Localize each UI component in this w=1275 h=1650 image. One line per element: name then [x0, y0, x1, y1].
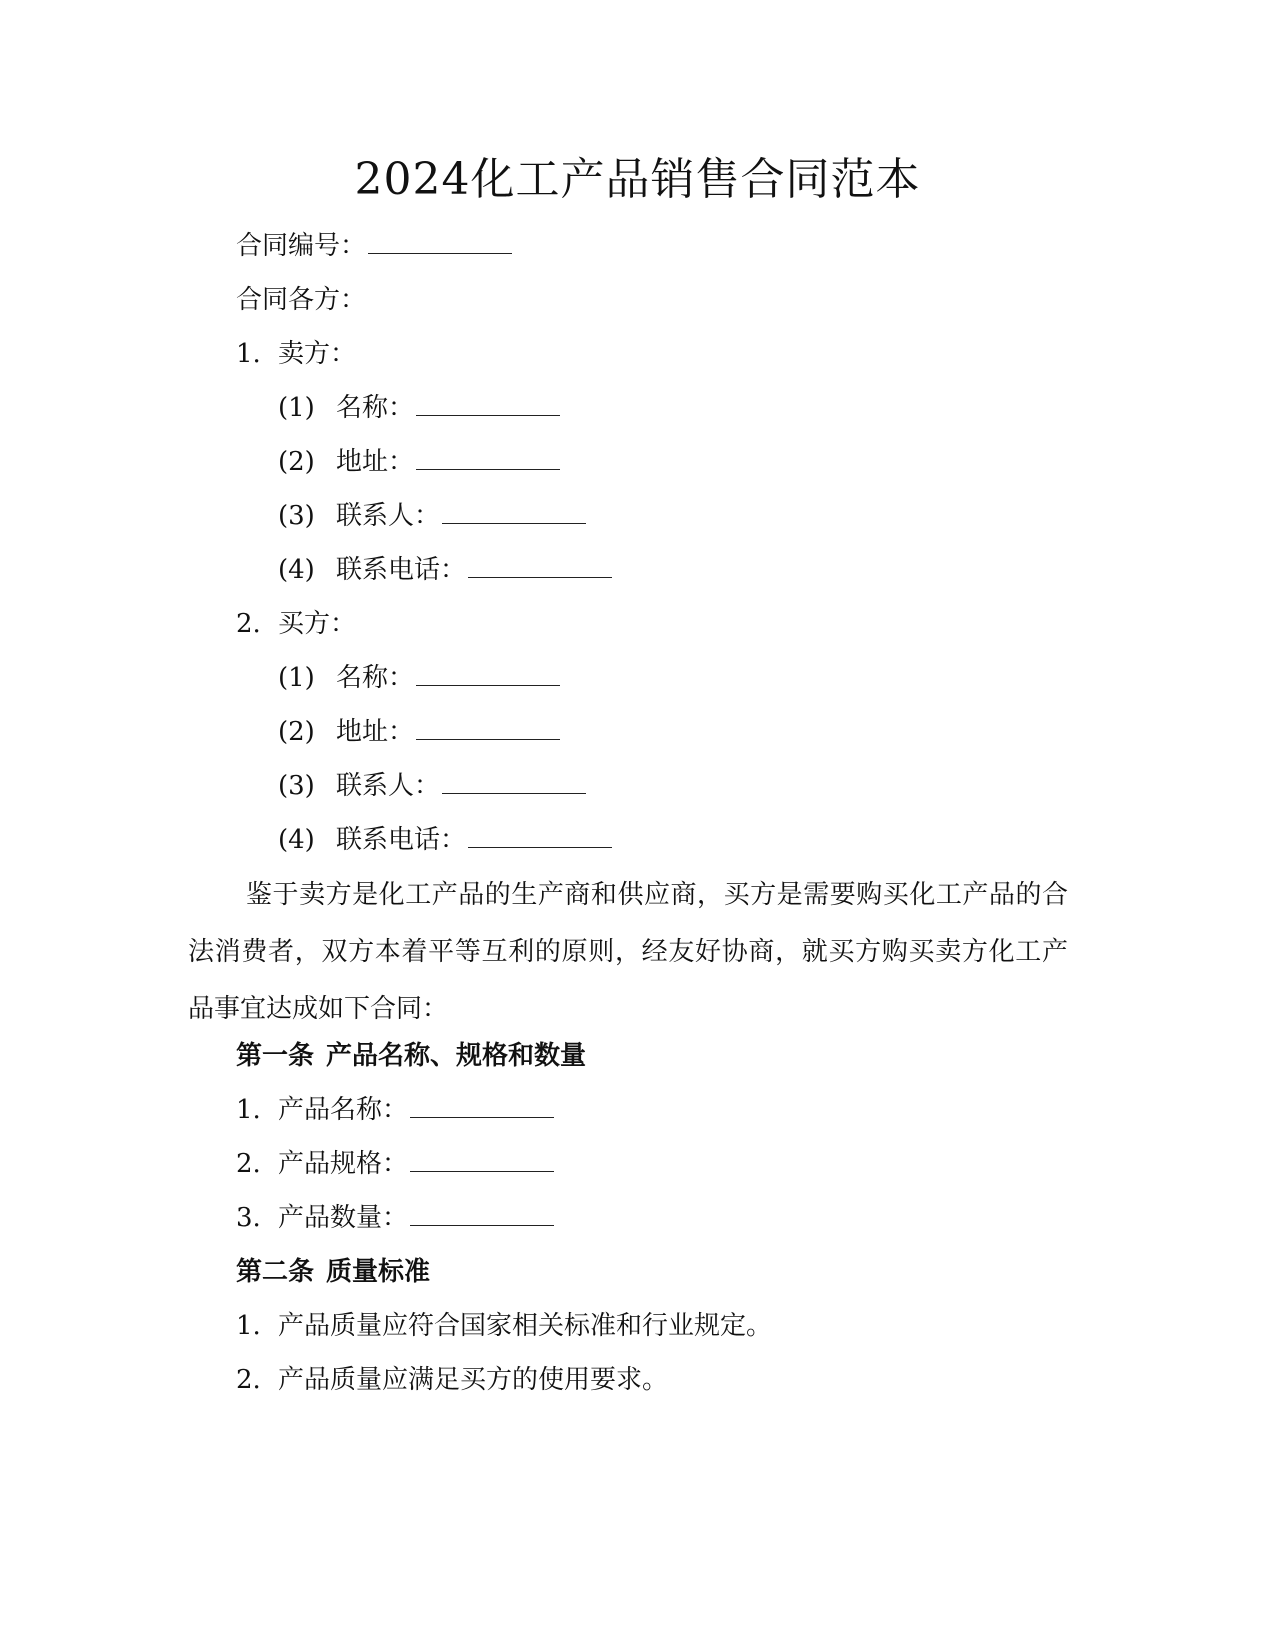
- product-name-blank[interactable]: [410, 1093, 554, 1118]
- field-label: 联系电话：: [336, 825, 467, 855]
- item-text: 产品质量应符合国家相关标准和行业规定。: [278, 1311, 773, 1341]
- document-title: 2024化工产品销售合同范本: [354, 154, 921, 205]
- buyer-label: 买方：: [278, 609, 357, 639]
- field-label: 联系人：: [336, 771, 441, 801]
- field-number: (3): [278, 501, 315, 531]
- field-label: 名称：: [336, 393, 415, 423]
- item-number: 1.: [236, 1095, 261, 1125]
- item-number: 2.: [236, 1365, 261, 1395]
- seller-phone-line: [278, 552, 612, 588]
- buyer-address-blank[interactable]: [416, 715, 560, 740]
- field-number: (4): [278, 555, 315, 585]
- seller-phone-blank[interactable]: [468, 553, 612, 578]
- item-label: 产品名称：: [278, 1095, 409, 1125]
- product-quantity-line: [236, 1200, 554, 1236]
- preamble-paragraph: 鉴于卖方是化工产品的生产商和供应商，买方是需要购买化工产品的合法消费者，双方本着平等互利的原则，经友好协商，就买方购买卖方化工产品事宜达成如下合同：: [188, 880, 1068, 1024]
- seller-address-blank[interactable]: [416, 445, 560, 470]
- seller-label: 卖方：: [278, 339, 357, 369]
- field-number: (1): [278, 663, 315, 693]
- buyer-name-line: [278, 660, 560, 696]
- product-spec-blank[interactable]: [410, 1147, 554, 1172]
- article-1-label: 第一条: [236, 1041, 315, 1071]
- buyer-phone-line: [278, 822, 612, 858]
- product-spec-line: [236, 1146, 554, 1182]
- quality-item-1: [236, 1308, 772, 1344]
- field-label: 名称：: [336, 663, 415, 693]
- article-1-title: 产品名称、规格和数量: [326, 1041, 587, 1071]
- field-number: (1): [278, 393, 315, 423]
- product-quantity-blank[interactable]: [410, 1201, 554, 1226]
- seller-address-line: [278, 444, 560, 480]
- seller-name-line: [278, 390, 560, 426]
- article-2-title: 质量标准: [326, 1257, 431, 1287]
- field-label: 联系人：: [336, 501, 441, 531]
- article-2-heading: [236, 1254, 430, 1290]
- article-2-label: 第二条: [236, 1257, 315, 1287]
- buyer-number: 2.: [236, 609, 261, 639]
- field-label: 地址：: [336, 717, 415, 747]
- quality-item-2: [236, 1362, 668, 1398]
- contract-number-blank[interactable]: [368, 229, 512, 254]
- contract-number-label: 合同编号：: [236, 231, 367, 261]
- field-label: 联系电话：: [336, 555, 467, 585]
- seller-contact-line: [278, 498, 586, 534]
- field-label: 地址：: [336, 447, 415, 477]
- parties-label: 合同各方：: [236, 285, 367, 315]
- contract-number-line: [236, 228, 512, 264]
- buyer-contact-blank[interactable]: [442, 769, 586, 794]
- seller-number: 1.: [236, 339, 261, 369]
- seller-heading: [236, 336, 356, 372]
- seller-name-blank[interactable]: [416, 391, 560, 416]
- item-label: 产品数量：: [278, 1203, 409, 1233]
- seller-contact-blank[interactable]: [442, 499, 586, 524]
- item-label: 产品规格：: [278, 1149, 409, 1179]
- item-text: 产品质量应满足买方的使用要求。: [278, 1365, 669, 1395]
- field-number: (3): [278, 771, 315, 801]
- buyer-phone-blank[interactable]: [468, 823, 612, 848]
- buyer-address-line: [278, 714, 560, 750]
- item-number: 1.: [236, 1311, 261, 1341]
- item-number: 2.: [236, 1149, 261, 1179]
- buyer-heading: [236, 606, 356, 642]
- field-number: (4): [278, 825, 315, 855]
- field-number: (2): [278, 447, 315, 477]
- buyer-contact-line: [278, 768, 586, 804]
- buyer-name-blank[interactable]: [416, 661, 560, 686]
- item-number: 3.: [236, 1203, 261, 1233]
- field-number: (2): [278, 717, 315, 747]
- article-1-heading: [236, 1038, 586, 1074]
- product-name-line: [236, 1092, 554, 1128]
